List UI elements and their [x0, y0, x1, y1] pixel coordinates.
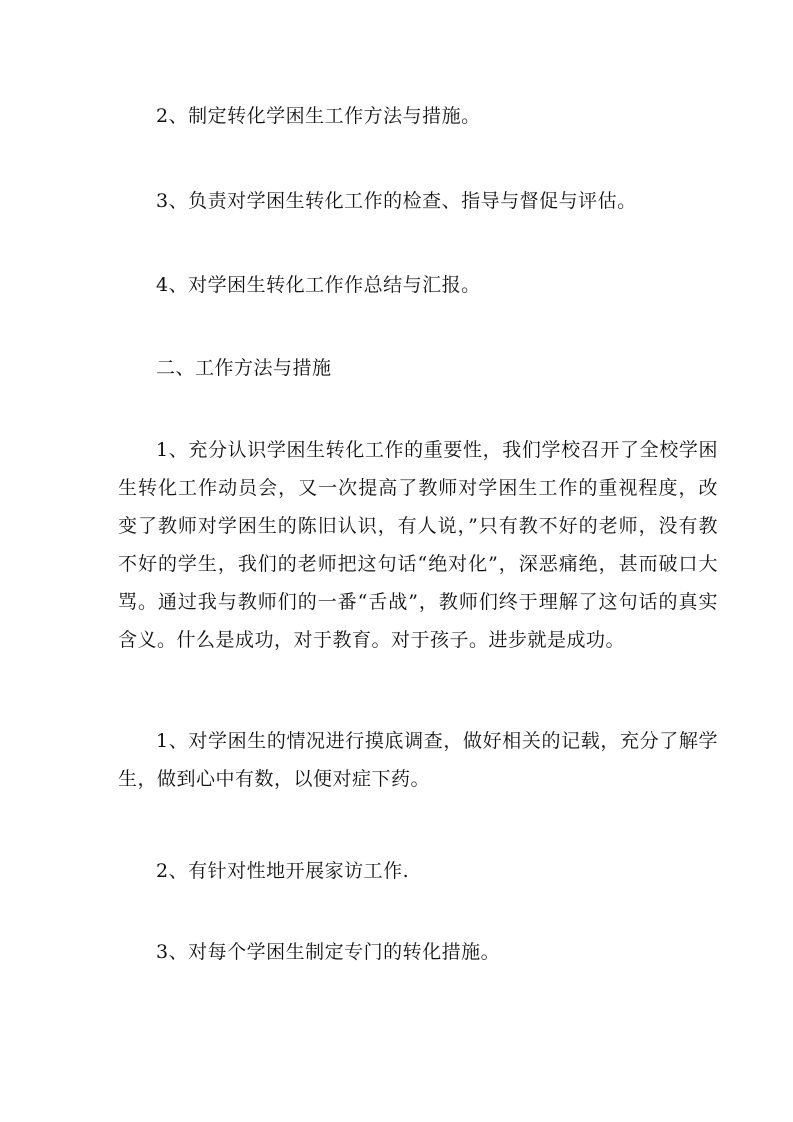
paragraph-measures: 3、对每个学困生制定专门的转化措施。 [156, 941, 501, 963]
paragraph-method-1: 1、充分认识学困生转化工作的重要性，我们学校召开了全校学困生转化工作动员会，又一次提高了教师对学困生工作的重视程度，改变了教师对学困生的陈旧认识，有人说，”只有教不好的老师，没有教不好的学生，我们的老师把这句话“绝对化”，深恶痛绝，甚而破口大骂。通过我与教师们的一番“舌战”，教师们终于理解了这句话的真实含义。什么是成功，对于教育。对于孩子。进步就是成功。 [118, 439, 718, 651]
paragraph-home-visit: 2、有针对性地开展家访工作. [156, 860, 410, 882]
section-heading-methods: 二、工作方法与措施 [156, 357, 332, 379]
paragraph-survey: 1、对学困生的情况进行摸底调查，做好相关的记载，充分了解学生，做到心中有数，以便对症下药。 [118, 730, 718, 790]
paragraph-duty-3: 3、负责对学困生转化工作的检查、指导与督促与评估。 [156, 190, 637, 212]
paragraph-duty-4: 4、对学困生转化工作作总结与汇报。 [156, 274, 481, 296]
paragraph-duty-2: 2、制定转化学困生工作方法与措施。 [156, 105, 481, 127]
